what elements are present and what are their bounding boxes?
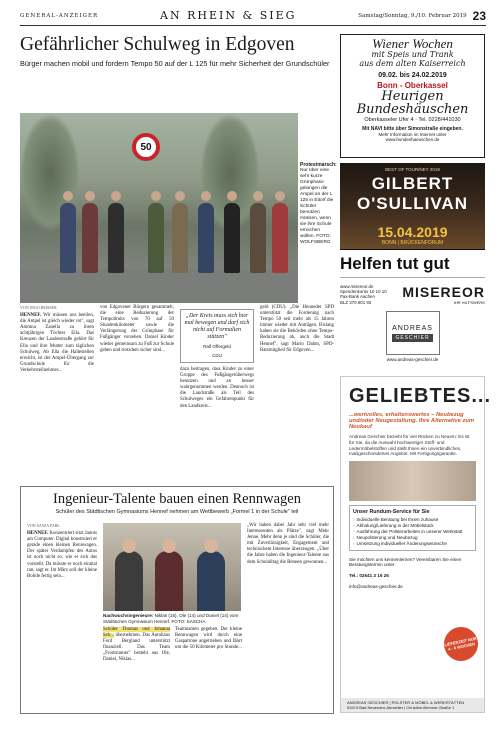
- article-2-col-3: [175, 627, 242, 664]
- bullet-icon: ›: [353, 529, 355, 535]
- section-title: AN RHEIN & SIEG: [160, 9, 297, 22]
- caption-text: Niklas (15), Ole (14) und Daniel (14) vom Städtischen Gymnasium Hennef.: [103, 613, 239, 624]
- article-2-title: Ingenieur-Talente bauen einen Rennwagen: [53, 491, 301, 507]
- article-1-col-1: [20, 305, 94, 410]
- ad2-top: BEST OF TOUR/NEY 2019: [385, 167, 440, 172]
- ad-misereor[interactable]: [340, 254, 485, 372]
- service-item: › Ausführung der Polsterarbeiten in unserer Werkstatt: [353, 529, 463, 535]
- highlighted-text: Schüler Thomas und Johanna Sch...: [103, 627, 170, 639]
- logo-top: ANDREAS: [392, 324, 433, 332]
- ad4-footer: [341, 698, 484, 712]
- bullet-icon: ›: [353, 535, 355, 541]
- ad-wiener-wochen[interactable]: [340, 34, 485, 158]
- ad4-tel[interactable]: Tel.: 02641 3 16 26: [349, 573, 389, 579]
- service-item: › Individuelle Beratung bei Ihnen zuhause: [353, 517, 439, 523]
- ad1-place: Bonn - Oberkassel: [377, 81, 448, 90]
- bullet-icon: ›: [353, 523, 355, 529]
- article-1-header: [20, 34, 334, 68]
- ad3-bank: Pax-Bank Aachen: [340, 294, 375, 300]
- ad2-date: 15.04.2019: [377, 224, 448, 240]
- ad1-dates: 09.02. bis 24.02.2019: [378, 72, 447, 79]
- bullet-icon: ›: [353, 541, 355, 547]
- ad1-heurigen: Heurigen: [381, 89, 444, 104]
- ad2-venue: BONN | BRÜCKENFORUM: [381, 240, 444, 246]
- article-2-col-4: [247, 523, 329, 566]
- ad4-service-box: [349, 505, 476, 551]
- article-2-photo: [103, 523, 241, 611]
- dateline: HENNEF.: [27, 531, 49, 537]
- ad4-footer-1: ANDREAS GESCHIER | POLSTER & MÖBEL & WERKSTÄTTEN: [347, 700, 465, 705]
- ad2-tickets: [340, 249, 485, 250]
- andreas-geschier-logo: [386, 311, 440, 355]
- col-text: Konzentriert sitzt Jannis am Computer. Digital konstruiert er gerade einen kleinen Rennwagen. Der später Verdampfen des Autos ist noch nicht so, wie er sich das vorstellt. Da müsste er noch einmal ran, sagt er. Im März soll der kleine Bolide fertig sein...: [27, 531, 97, 579]
- ad4-cta: Sie möchten uns kennenlernen? Vereinbaren Sie einen Beratungstermin unter: [349, 557, 462, 568]
- article-1-col-3: [180, 305, 254, 410]
- service-item: › Umsetzung individueller Änderungswünsche: [353, 541, 447, 547]
- caption-credit: FOTO: SASCHA: [171, 618, 206, 624]
- quote-author: Ralf Offergeld: [203, 344, 231, 349]
- ad3-url2[interactable]: www.andreas-geschier.de: [386, 357, 439, 362]
- page-header: [20, 6, 486, 26]
- dateline: HENNEF.: [20, 313, 42, 319]
- ad1-address: Oberkasseler Ufer 4 · Tel. 0228/441030: [364, 117, 461, 123]
- ad-gilbert-osullivan[interactable]: [340, 163, 485, 250]
- ad4-email[interactable]: info@andreas-geschier.de: [349, 584, 403, 590]
- col-text: von Edgovener Bürgern gesammelt, die eine Reduzierung der Tempolimits von 70 auf 50 Stundenkilometer sowie die Verlängerung der Grünphase für Fußgänger vorsehen. Daniel Kinder wieder gemeinsam zu Fuß zur Schule gehen und trotzdem sicher sind...: [100, 305, 174, 353]
- service-title: Unser Rundum-Service für Sie: [353, 509, 430, 516]
- ad1-headline: Wiener Wochen: [372, 36, 453, 51]
- ad1-info: Mehr Information im Internet unter: [378, 132, 447, 137]
- article-1-title: Gefährlicher Schulweg in Edgoven: [20, 34, 295, 55]
- ad1-bundeshaeuschen: Bundeshäuschen: [356, 102, 469, 117]
- ad4-headline: GELIEBTES...: [349, 385, 492, 407]
- col-text: übernehmen. Das Autohaus Ford Bergland unterstützt finanziell. Das Team „Frontrunner" besteht aus Ole, Daniel, Niklas...: [103, 633, 170, 663]
- misereor-sub: IHR HILFSWERK: [453, 300, 485, 305]
- ad1-navi: Mit NAVI bitte über Simonstraße eingeben.: [362, 126, 463, 132]
- ad-gliebtes[interactable]: [340, 376, 492, 713]
- article-1-photo: [20, 113, 298, 303]
- caption-title: Protestmarsch:: [300, 162, 337, 168]
- ad3-account: Spendenkonto 10 10 10: [340, 289, 387, 295]
- bullet-icon: ›: [353, 517, 355, 523]
- ad2-name1: GILBERT: [371, 174, 454, 193]
- ad3-headline: Helfen tut gut: [340, 254, 485, 278]
- caption-text: Nur über eine sehr kurze Grünphase gelangen die Ampel an der L 125 in Eitorf die Schüler benutzen müssen, wenn sie ihre Schule erreichen wollen. FOTO: WOLFSBERG: [300, 168, 334, 245]
- article-1-col-2: [100, 305, 174, 410]
- article-2-col-1: [27, 523, 97, 580]
- article-1-body: [20, 305, 334, 410]
- ad4-body: Andreas Geschier bezieht für viel Rücken zu Neuem: Es ist für Sie, da die Auswahl hochwertiger Stoff- und Ledermöbelstoffen und stellt Ihnen ein unverbindliches, maßgeschneidertes Angebot. Mit Fertigungsgarantie.: [349, 434, 470, 457]
- col-text: „Wir haben dabei Jahr sehr viel mehr Interessenten als Plätze", sagt Mehr Jenne. Mehr denn je sind die Schüler, die mit Zuverlässigkeit, Engagement und technischem Interesse überzeugen. „Über die Jahre haben die Ingenieur-Talente aus dem Schulalltag die Rennen gewonnen...: [247, 523, 329, 565]
- ad3-details: [340, 284, 387, 305]
- ad3-url[interactable]: www.misereor.de: [340, 284, 374, 289]
- ad3-blz: BLZ 370 601 93: [340, 299, 372, 305]
- pull-quote: [180, 309, 254, 363]
- article-1-photo-caption: [300, 162, 337, 246]
- article-2-col-2: [103, 627, 170, 664]
- col-text: geld (CDU). „Die Henneder SPD unterstützt die Forderung nach Tempo 50 seit mehr als 15 Jahren immer wieder mit Anträgen. Bislang haben sie die Behörden ohne Tempo-Reduzierung ab, auch die Stadt Hennef", sagt Mario Dahm, SPD-Ratsmitglied für Edgoven...: [260, 305, 334, 353]
- ad4-photo: [349, 461, 476, 501]
- lieferzeit-badge: LIEFERZEIT NUR 4 - 6 WOCHEN: [441, 624, 481, 664]
- ad4-slogan: ...wertvolles, erhaltenswertes – Neubezug und/oder Neugestaltung. Ihre Alternative zum Neukauf: [349, 412, 475, 430]
- ad1-url[interactable]: www.bundeshaeuschen.de: [385, 137, 440, 142]
- issue-date: Samstag/Sonntag, 9./10. Februar 2019: [358, 12, 467, 19]
- service-item: › Neupolsterung und Neubezug: [353, 535, 418, 541]
- ad1-line3: aus dem alten Kaiserreich: [359, 59, 466, 68]
- article-1-col-4: [260, 305, 334, 410]
- article-1-subtitle: Bürger machen mobil und fordern Tempo 50 auf der L 125 für mehr Sicherheit der Grundschüler: [20, 59, 330, 68]
- quote-text: „Der Kreis muss sich hier mal bewegen und darf sich nicht auf Formalien stützen": [184, 313, 250, 340]
- service-item: › Abholung/Lieferung in der Möbelstück: [353, 523, 434, 529]
- ad1-line2: mit Speis und Trank: [371, 50, 454, 59]
- ad2-name2: O'SULLIVAN: [356, 194, 468, 213]
- col-text: Wir müssen uns beeilen, die Ampel ist gleich wieder rot", sagt Ammna Zanella zu ihren achtjährigen Töchter Ella. Das Kreuzen der Landesstraße gehört für Ella und ihre Mutter zum täglichen Schulweg. Ab Ella die Haltestellen erreicht, ist der Ampel-Übergang zur Grundschule für die Verkehrsteilnehmer...: [20, 313, 94, 373]
- quote-party: CDU: [212, 353, 222, 358]
- date-and-page: [358, 9, 486, 23]
- misereor-logo: MISEREOR: [402, 284, 485, 300]
- article-2: [20, 486, 334, 714]
- caption-title: Nachwuchsingenieure:: [103, 613, 154, 618]
- logo-bottom: GESCHIER: [392, 334, 432, 342]
- col-text: dazu beitragen, dass Kinder zu einer Gruppe des Fußgängerüberwegs benutzen und an besser wahrgenommen werden. Dennoch ist die Landstraße als Teil des Schulweges ein Gefahrenpunkt für den Landkreis...: [180, 367, 254, 409]
- page-number: 23: [472, 8, 486, 23]
- col-text: Teamnamen gegeben. Der kleine Rennwagen wird durch eine Gaspatrone angetrieben und fährt um die 50 Kilometer pro Stunde...: [175, 627, 242, 651]
- section-label: GENERAL-ANZEIGER: [20, 12, 99, 19]
- article-2-photo-caption: [103, 613, 241, 625]
- byline: VON SANJA FABL: [27, 523, 60, 528]
- byline: VON INGO BEISSER: [20, 305, 57, 310]
- speed-limit-sign: 50: [132, 133, 160, 161]
- article-2-subtitle: Schüler des Städtischen Gymnasiums Hennef nehmen am Wettbewerb „Formel 1 in der Schule" teil: [55, 509, 299, 515]
- ad4-footer-2: 53474 Bad Neuenahr-Ahrweiler | Christine-Brenner-Straße 1: [347, 705, 455, 710]
